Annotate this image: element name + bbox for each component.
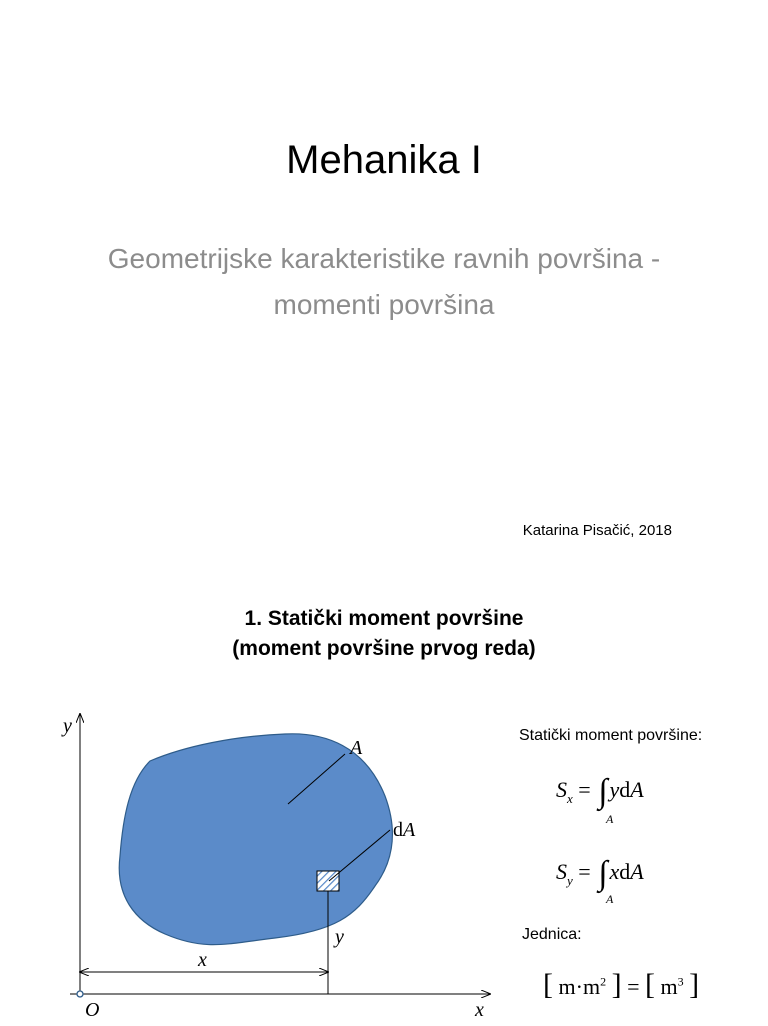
origin-point: [77, 991, 83, 997]
integral-sign: ∫: [598, 773, 608, 810]
area-label: A: [350, 737, 363, 759]
sy-symbol: S: [556, 859, 567, 884]
sx-subscript: x: [567, 791, 573, 806]
static-moment-label: Statički moment površine:: [519, 727, 703, 744]
subtitle-line-1: Geometrijske karakteristike ravnih površina -: [107, 243, 661, 274]
sx-integrand: ydA: [609, 777, 644, 802]
heading-line-2: (moment površine prvog reda): [232, 637, 536, 660]
origin-label: O: [85, 999, 100, 1021]
dim-y-label: y: [335, 926, 344, 948]
formula-sy: $S_y = \int xdA$: [556, 855, 644, 892]
axis-y-label: y: [63, 715, 72, 737]
slide-subtitle: [60, 242, 708, 322]
heading-line-1: 1. Statički moment površine: [244, 607, 524, 630]
element-label: dA: [393, 819, 416, 841]
sy-integral-limit: A: [606, 892, 614, 906]
axis-x-label: x: [475, 999, 484, 1021]
slide-title: Mehanika I: [286, 138, 482, 182]
area-shape: [119, 734, 392, 945]
unit-formula: [ $m\cdot m^2$ ] = [ $m^3$ ]: [543, 968, 700, 1001]
unit-label: Jednica:: [522, 926, 582, 943]
integral-sign: ∫: [598, 855, 608, 892]
dim-x-label: x: [198, 949, 207, 971]
slide-heading: [0, 604, 768, 664]
sx-symbol: S: [556, 777, 567, 802]
sy-integrand: xdA: [609, 859, 644, 884]
element-dA: [317, 871, 339, 891]
area-diagram: [55, 706, 505, 1026]
subtitle-line-2: momenti površina: [273, 289, 495, 320]
sx-integral-limit: A: [606, 812, 614, 826]
formula-sx: $S_x = \int ydA$: [556, 773, 644, 810]
static-moment-slide: [0, 576, 768, 1024]
sy-subscript: y: [567, 873, 573, 888]
author-credit: Katarina Pisačić, 2018: [522, 522, 672, 539]
